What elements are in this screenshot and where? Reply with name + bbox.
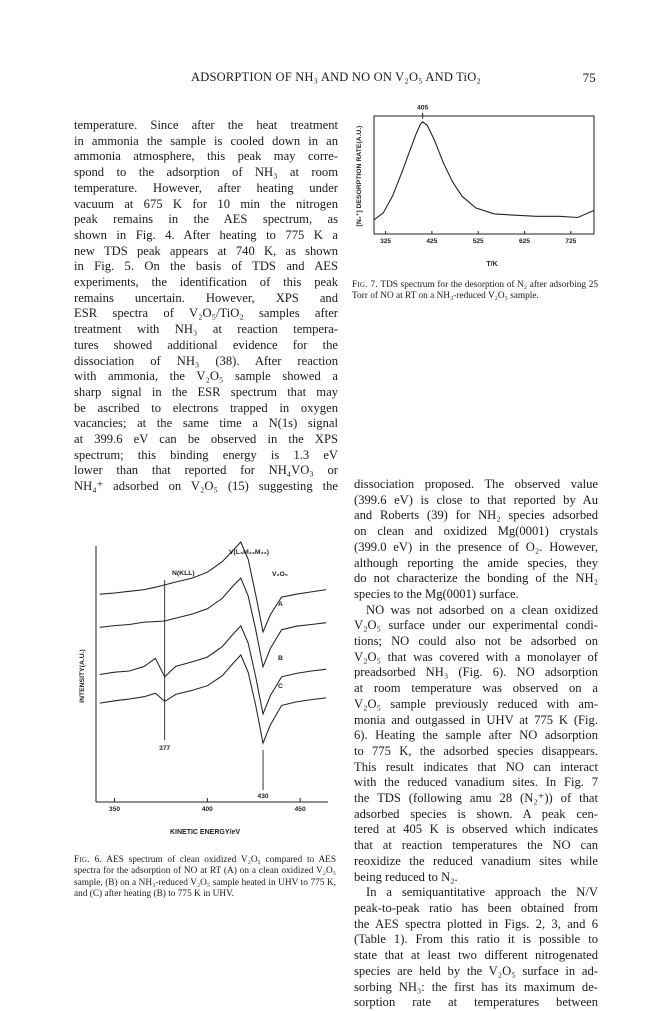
fig6-plot bbox=[74, 540, 336, 840]
text-line: in Fig. 5. On the basis of TDS and AES bbox=[74, 259, 338, 274]
text-line: (Table 1). From this ratio it is possible to bbox=[354, 932, 598, 947]
text-line: be ascribed to electrons trapped in oxygen bbox=[74, 400, 338, 415]
text-line: V₂O₅ surface under our experimental condi- bbox=[354, 618, 598, 633]
text-line: new TDS peak appears at 740 K, as shown bbox=[74, 243, 338, 258]
text-line: at 399.6 eV can be observed in the XPS bbox=[74, 432, 338, 447]
text-line: sorption rate at temperatures between bbox=[354, 995, 598, 1010]
text-line: This result indicates that NO can interact bbox=[354, 759, 598, 774]
text-line: tered at 405 K is observed which indicates bbox=[354, 822, 598, 837]
fig6-430-label: 430 bbox=[257, 793, 269, 800]
body-paragraph bbox=[354, 603, 598, 886]
right-column-text bbox=[354, 477, 598, 1011]
fig6-x-axis-label: KINETIC ENERGY/eV bbox=[169, 829, 241, 836]
fig6-nkll-label: N(KLL) bbox=[172, 570, 195, 577]
body-paragraph bbox=[74, 118, 338, 495]
fig7-series-line bbox=[374, 122, 594, 220]
text-line: NH₄⁺ adsorbed on V₂O₅ (15) suggesting the bbox=[74, 479, 338, 494]
figure-6-caption-text: AES spectrum of clean oxidized V₂O₅ compared to AES spectra for the adsorption of NO at RT (A) on a clean oxidized V₂O₅ sample, (B) on a NH₃-reduced V₂O₅ sample heated in UHV to 775 K, and (C) after heating (B) to 775 K in UHV. bbox=[74, 855, 337, 900]
page-number: 75 bbox=[582, 70, 596, 85]
fig6-377-label: 377 bbox=[159, 745, 171, 752]
fig6-x-tick-label: 350 bbox=[109, 806, 121, 813]
text-line: with ammonia, the V₂O₅ sample showed a bbox=[74, 369, 338, 384]
text-line: In a semiquantitative approach the N/V bbox=[366, 885, 598, 900]
text-line: vacancies; at the same time a N(1s) signal bbox=[74, 416, 338, 431]
text-line: that at reaction temperatures the NO can bbox=[354, 838, 598, 853]
fig7-peak-label: 405 bbox=[416, 104, 429, 112]
fig7-x-tick-label: 525 bbox=[472, 238, 484, 245]
text-line: and Roberts (39) for NH₂ species adsorbed bbox=[354, 508, 598, 523]
text-line: sharp signal in the ESR spectrum that may bbox=[74, 384, 338, 399]
figure-6-caption bbox=[74, 855, 336, 901]
fig6-x-tick-label: 400 bbox=[201, 806, 213, 813]
fig6-curve-a-label: A bbox=[278, 601, 283, 608]
text-line: 6). Heating the sample after NO adsorption bbox=[354, 728, 598, 743]
text-line: state that at least two different nitrogenated bbox=[354, 948, 598, 963]
text-line: the AES spectra plotted in Figs. 2, 3, and 6 bbox=[354, 916, 598, 931]
text-line: tions; NO could also not be adsorbed on bbox=[354, 634, 598, 649]
fig7-x-ticks bbox=[380, 231, 577, 245]
running-header bbox=[0, 70, 672, 90]
text-line: in ammonia the sample is cooled down in an bbox=[74, 133, 338, 148]
fig6-v-lmm-label: V(L₃M₂₃M₂₃) bbox=[229, 549, 270, 556]
text-line: to 775 K, the adsorbed species disappears. bbox=[354, 743, 598, 758]
text-line: do not characterize the bonding of the NH₂ bbox=[354, 571, 598, 586]
fig6-y-axis-label: INTENSITY(A.U.) bbox=[79, 649, 86, 703]
text-line: experiments, the identification of this peak bbox=[74, 275, 338, 290]
fig7-x-axis-label: T/K bbox=[486, 261, 498, 268]
fig6-x-tick-label: 450 bbox=[294, 806, 306, 813]
text-line: remains uncertain. However, XPS and bbox=[74, 290, 338, 305]
fig7-x-tick-label: 625 bbox=[519, 238, 531, 245]
text-line: tures showed additional evidence for the bbox=[74, 337, 338, 352]
text-line: adsorbed species is shown. A peak cen- bbox=[354, 806, 598, 821]
text-line: (399.0 eV) in the presence of O₂. However, bbox=[354, 539, 598, 554]
figure-7 bbox=[352, 104, 599, 336]
fig6-series-line bbox=[100, 542, 326, 632]
text-line: treatment with NH₃ at reaction tempera- bbox=[74, 322, 338, 337]
text-line: spond to the adsorption of NH₃ at room bbox=[74, 165, 338, 180]
fig6-curve-b-label: B bbox=[278, 655, 283, 662]
text-line: ESR spectra of V₂O₅/TiO₂ samples after bbox=[74, 306, 338, 321]
text-line: dissociation proposed. The observed value bbox=[354, 477, 598, 491]
fig7-plot bbox=[352, 104, 598, 276]
figure-7-caption bbox=[352, 280, 598, 303]
fig7-x-tick-label: 425 bbox=[426, 238, 438, 245]
text-line: (399.6 eV) is close to that reported by Au bbox=[354, 492, 598, 507]
text-line: vacuum at 675 K for 10 min the nitrogen bbox=[74, 196, 338, 211]
text-line: being reduced to N₂. bbox=[354, 869, 458, 884]
text-line: preadsorbed NH₃ (Fig. 6). NO adsorption bbox=[354, 665, 598, 680]
figure-6 bbox=[74, 540, 336, 958]
text-line: species to the Mg(0001) surface. bbox=[354, 586, 519, 601]
body-paragraph bbox=[354, 477, 598, 603]
fig6-series-line bbox=[100, 626, 326, 714]
text-line: dissociation of NH₃ (38). After reaction bbox=[74, 353, 338, 368]
text-line: V₂O₅ sample previously reduced with am- bbox=[354, 696, 598, 711]
left-column-text bbox=[74, 118, 338, 495]
text-line: peak-to-peak ratio has been obtained from bbox=[354, 900, 598, 915]
fig6-x-ticks bbox=[109, 798, 306, 813]
figure-7-caption-label: Fig. 7. bbox=[352, 280, 378, 290]
figure-7-caption-text: TDS spectrum for the desorption of N₂ after adsorbing 25 Torr of NO at RT on a NH₃-reduced V₂O₅ sample. bbox=[352, 280, 599, 302]
text-line: species are held by the V₂O₅ surface in ad- bbox=[354, 963, 598, 978]
fig6-series-line bbox=[100, 655, 326, 743]
running-title: ADSORPTION OF NH₃ AND NO ON V₂O₅ AND TiO₂ bbox=[190, 70, 482, 84]
text-line: NO was not adsorbed on a clean oxidized bbox=[366, 602, 598, 617]
text-line: V₂O₅ that was covered with a monolayer of bbox=[354, 649, 598, 664]
fig6-curve-c-label: C bbox=[278, 683, 283, 690]
text-line: ammonia atmosphere, this peak may corre- bbox=[74, 149, 338, 164]
fig6-series-lines bbox=[100, 542, 326, 743]
fig7-x-tick-label: 325 bbox=[380, 238, 392, 245]
fig7-y-axis-label: [N₂⁺] DESORPTION RATE(A.U.) bbox=[356, 125, 363, 227]
text-line: sorbing NH₃: the first has its maximum de- bbox=[354, 979, 598, 994]
text-line: spectrum; this binding energy is 1.3 eV bbox=[74, 447, 338, 462]
text-line: on clean and oxidized Mg(0001) crystals bbox=[354, 524, 598, 539]
text-line: peak remains in the AES spectrum, as bbox=[74, 212, 338, 227]
text-line: although reporting the amide species, they bbox=[354, 555, 598, 570]
text-line: temperature. However, after heating under bbox=[74, 180, 338, 195]
text-line: lower than that reported for NH₄VO₃ or bbox=[74, 463, 338, 478]
fig7-x-tick-label: 725 bbox=[565, 238, 577, 245]
text-line: the TDS (following amu 28 (N₂⁺)) of that bbox=[354, 791, 598, 806]
text-line: with the reduced vanadium sites. In Fig. 7 bbox=[354, 775, 598, 790]
text-line: at room temperature was observed on a bbox=[354, 681, 598, 696]
text-line: reoxidize the reduced vanadium sites while bbox=[354, 853, 598, 868]
text-line: temperature. Since after the heat treatment bbox=[74, 118, 338, 132]
text-line: shown in Fig. 4. After heating to 775 K a bbox=[74, 227, 338, 242]
figure-6-caption-label: Fig. 6. bbox=[74, 855, 103, 865]
body-paragraph bbox=[354, 885, 598, 1011]
text-line: monia and outgassed in UHV at 775 K (Fig. bbox=[354, 712, 598, 727]
fig6-v2o5-curve-label: V₂O₅ bbox=[272, 571, 288, 578]
